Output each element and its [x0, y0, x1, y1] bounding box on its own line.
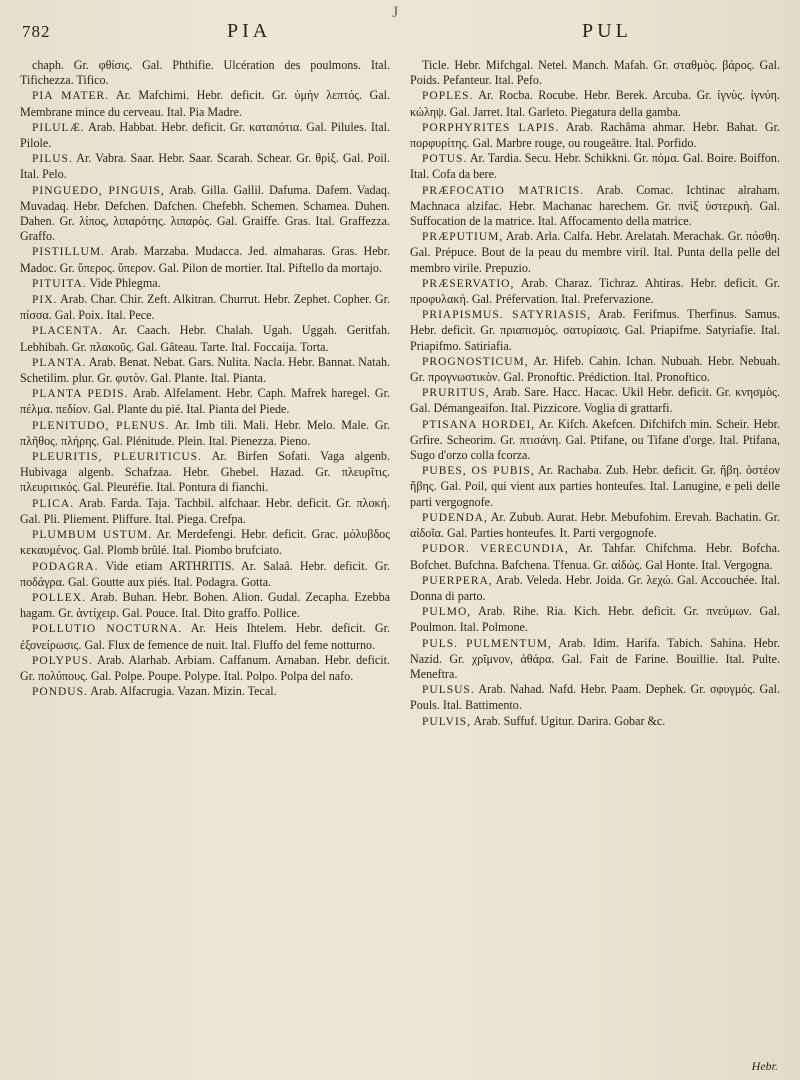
entry-text: Arab. Veleda. Hebr. Joida. Gr. λεχώ. Gal. Accouchée. Ital. Donna di parto. — [410, 572, 780, 603]
entry-text: Arab. Rihe. Ria. Kich. Hebr. deficit. Gr. πνεύμων. Gal. Poulmon. Ital. Polmone. — [410, 604, 780, 635]
entry-headword: PITUITA. — [32, 277, 87, 290]
dictionary-entry — [410, 183, 780, 230]
dictionary-entry — [20, 621, 390, 652]
dictionary-entry — [20, 88, 390, 119]
dictionary-entry — [20, 183, 390, 245]
entry-headword: PTISANA HORDEI, — [422, 418, 536, 431]
left-column — [20, 58, 390, 1068]
entry-headword: POLLUTIO NOCTURNA. — [32, 623, 183, 636]
entry-headword: PUDENDA, — [422, 511, 488, 524]
entry-headword: PRÆFOCATIO MATRICIS. — [422, 184, 585, 197]
entry-headword: POTUS. — [422, 153, 468, 166]
entry-headword: PINGUEDO, PINGUIS, — [32, 184, 165, 197]
entry-text: Ar. Rachaba. Zub. Hebr. deficit. Gr. ἥβη. ὀστέον ἥβης. Gal. Poil, qui vient aux parties honteufes. Ital. Lanugine, e peli delle parti vergognofe. — [410, 463, 780, 509]
dictionary-entry — [20, 590, 390, 621]
dictionary-entry — [20, 323, 390, 354]
dictionary-entry — [20, 418, 390, 449]
right-running-title: PUL — [582, 20, 632, 42]
entry-headword: PLANTA. — [32, 356, 87, 369]
dictionary-entry — [410, 541, 780, 572]
entry-headword: POLYPUS. — [32, 654, 93, 667]
dictionary-entry — [410, 682, 780, 713]
dictionary-entry — [20, 120, 390, 151]
dictionary-entry — [20, 496, 390, 527]
entry-text: Ar. Heis Ihtelem. Hebr. deficit. Gr. ἐξονείρωσις. Gal. Flux de femence de nuit. Ital. Fluffo del feme notturno. — [20, 621, 390, 652]
entry-text: Ar. Tardia. Secu. Hebr. Schikkni. Gr. πόμα. Gal. Boire. Boiffon. Ital. Cofa da bere. — [410, 151, 780, 182]
entry-text: Ar. Kifch. Akefcen. Difchifch min. Scheir. Hebr. Grfire. Scheorim. Gr. πτισάνη. Gal. Ptifane, ou Tifane d'orge. Ital. Ptifana, Sugo d'orzo colla fcorza. — [410, 416, 780, 463]
dictionary-entry — [410, 417, 780, 464]
dictionary-entry — [410, 354, 780, 385]
dictionary-entry — [410, 276, 780, 307]
entry-text: Ar. Rocba. Rocube. Hebr. Berek. Arcuba. Gr. ἰγνὺς. ἰγνύη. κώληψ. Gal. Jarret. Ital. Garleto. Piegatura della gamba. — [410, 88, 780, 119]
entry-text: Arab. Comac. Ichtinac alraham. Machnaca alzifac. Hebr. Machanac harechem. Gr. πνὶξ ὑστερικὴ. Gal. Suffocation de la matrice. Ital. Affocamento della matrice. — [410, 182, 780, 229]
dictionary-entry — [410, 636, 780, 683]
entry-headword: PORPHYRITES LAPIS. — [422, 121, 560, 134]
dictionary-entry — [410, 463, 780, 510]
dictionary-entry — [20, 58, 390, 88]
dictionary-entry — [410, 58, 780, 88]
entry-text: Arab. Alfacrugia. Vazan. Mizin. Tecal. — [90, 684, 277, 699]
entry-headword: PULSUS. — [422, 684, 475, 697]
entry-text: Ar. Merdefengi. Hebr. deficit. Grac. μόλυβδος κεκαυμένος. Gal. Plomb brûlé. Ital. Piombo brufciato. — [20, 527, 390, 558]
dictionary-entry — [20, 151, 390, 182]
entry-headword: PLENITUDO, PLENUS. — [32, 419, 170, 432]
entry-headword: PODAGRA. — [32, 560, 99, 573]
dictionary-entry — [20, 386, 390, 417]
entry-headword: PUERPERA, — [422, 574, 493, 587]
entry-text: Arab. Farda. Taja. Tachbil. alfchaar. Hebr. deficit. Gr. πλοκή. Gal. Pli. Pliement. Pliffure. Ital. Piega. Crefpa. — [20, 495, 390, 526]
entry-text: Ar. Birfen Sofati. Vaga algenb. Hubivaga algenb. Schafzaa. Hebr. Ghebel. Hazad. Gr. πλευρῖτις. πλευριτικός. Gal. Pleuréfie. Ital. Pontura di fianchi. — [20, 449, 390, 495]
entry-headword: PLANTA PEDIS. — [32, 388, 129, 401]
entry-text: chaph. Gr. φθίσις. Gal. Phthifie. Ulcération des poulmons. Ital. Tifichezza. Tifico. — [20, 58, 390, 88]
dictionary-entry — [410, 229, 780, 276]
entry-text: Vide Phlegma. — [89, 275, 161, 290]
entry-text: Arab. Idim. Harifa. Tabich. Sahina. Hebr. Nazid. Gr. χρῖμνον, ἀθάρα. Gal. Fait de Farine. Bouillie. Ital. Pulte. Meneftra. — [410, 635, 780, 681]
dictionary-entry — [410, 151, 780, 182]
right-column — [410, 58, 780, 1068]
entry-headword: PLUMBUM USTUM. — [32, 529, 153, 542]
dictionary-entry — [20, 244, 390, 275]
dictionary-entry — [20, 559, 390, 590]
page-number: 782 — [22, 22, 51, 41]
entry-text: Arab. Benat. Nebat. Gars. Nulita. Nacla. Hebr. Bannat. Natah. Schetilim. plur. Gr. φυτὸν. Gal. Plante. Ital. Pianta. — [20, 354, 390, 386]
entry-headword: PLEURITIS, PLEURITICUS. — [32, 451, 202, 464]
dictionary-entry — [20, 684, 390, 700]
entry-headword: PLICA. — [32, 497, 75, 510]
entry-text: Arab. Alfelament. Hebr. Caph. Mafrek haregel. Gr. πέλμα. πεδίον. Gal. Plante du pié. Ital. Pianta del Piede. — [20, 386, 390, 417]
left-running-title: PIA — [227, 20, 272, 42]
entry-text: Ar. Zubub. Aurat. Hebr. Mebufohim. Erevah. Bachatin. Gr. αἰδοῖα. Gal. Parties honteufes. It. Parti vergognofe. — [410, 509, 780, 541]
entry-text: Arab. Nahad. Nafd. Hebr. Paam. Dephek. Gr. σφυγμός. Gal. Pouls. Ital. Battimento. — [410, 682, 780, 713]
entry-headword: PUDOR. VERECUNDIA, — [422, 543, 569, 556]
dictionary-entry — [20, 276, 390, 292]
entry-headword: PUBES, OS PUBIS, — [422, 465, 535, 478]
entry-text: Arab. Alarhab. Arbiam. Caffanum. Arnaban. Hebr. deficit. Gr. πολύπους. Gal. Polpe. Poupe. Polype. Ital. Polpo. Polpa del nafo. — [20, 652, 390, 683]
top-mark: J — [392, 4, 399, 21]
dictionary-entry — [20, 292, 390, 323]
dictionary-entry — [410, 307, 780, 354]
dictionary-entry — [20, 653, 390, 684]
running-header — [22, 4, 778, 48]
entry-headword: POPLES. — [422, 90, 474, 103]
dictionary-entry — [20, 449, 390, 496]
dictionary-entry — [410, 88, 780, 119]
entry-text: Arab. Habbat. Hebr. deficit. Gr. καταπότια. Gal. Pilules. Ital. Pilole. — [20, 119, 390, 151]
entry-text: Arab. Sare. Hacc. Hacac. Ukil Hebr. deficit. Gr. κνησμὸς. Gal. Démangeaifon. Ital. Pizzicore. Voglia di grattarfi. — [410, 385, 780, 416]
entry-headword: PILULÆ. — [32, 121, 85, 134]
entry-text: Arab. Charaz. Tichraz. Ahtiras. Hebr. deficit. Gr. προφυλακή. Gal. Préfervation. Ital. Prefervazione. — [410, 275, 780, 307]
entry-headword: PRURITUS, — [422, 387, 490, 400]
entry-text: Arab. Rachâma ahmar. Hebr. Bahat. Gr. πορφυρίτης. Gal. Marbre rouge, ou rougeâtre. Ital. Porfido. — [410, 119, 780, 151]
dictionary-entry — [410, 510, 780, 541]
entry-headword: PIX. — [32, 294, 58, 307]
dictionary-entry — [410, 714, 780, 730]
dictionary-entry — [410, 604, 780, 635]
entry-text: Arab. Arla. Calfa. Hebr. Arelatah. Merachak. Gr. πόσθη. Gal. Prépuce. Bout de la peau du membre viril. Ital. Punta della pelle del membro virile. Prepuzio. — [410, 229, 780, 275]
dictionary-entry — [410, 385, 780, 416]
entry-text: Arab. Gilla. Gallil. Dafuma. Dafem. Vadaq. Muvadaq. Hebr. Defchen. Dafchen. Chefebh. Schemen. Schamea. Duhen. Dahen. Gr. λίπος, λιπαρότης. λιπαρὸς. Gal. Graiffe. Gras. Ital. Graffezza. Graffo. — [20, 182, 390, 244]
entry-text: Ar. Vabra. Saar. Hebr. Saar. Scarah. Schear. Gr. θρὶξ. Gal. Poil. Ital. Pelo. — [20, 151, 390, 182]
entry-text: Ticle. Hebr. Mifchgal. Netel. Manch. Mafah. Gr. σταθμὸς. βάρος. Gal. Poids. Pefanteur. Ital. Pefo. — [410, 58, 780, 88]
entry-headword: PLACENTA. — [32, 325, 104, 338]
entry-headword: PRÆSERVATIO, — [422, 277, 515, 290]
entry-text: Arab. Ferifmus. Therfinus. Samus. Hebr. deficit. Gr. πριαπισμὸς. σατυρίασις. Gal. Priapifme. Satyriafie. Ital. Priapifmo. Satiriafia. — [410, 307, 780, 353]
entry-headword: PULMO, — [422, 606, 472, 619]
dictionary-entry — [20, 355, 390, 386]
entry-text: Ar. Hifeb. Cahin. Ichan. Nubuah. Hebr. Nebuah. Gr. προγνωστικὸν. Gal. Pronoftic. Prédiction. Ital. Pronoftico. — [410, 353, 780, 385]
entry-text: Ar. Mafchimi. Hebr. deficit. Gr. ὑμὴν λεπτός. Gal. Membrane mince du cerveau. Ital. Pia Madre. — [20, 88, 390, 119]
entry-headword: POLLEX. — [32, 591, 86, 604]
entry-headword: PULS. PULMENTUM, — [422, 637, 552, 650]
entry-text: Ar. Imb tili. Mali. Hebr. Melo. Male. Gr. πλῆθος. πλήρης. Gal. Plénitude. Plein. Ital. Pienezza. Pieno. — [20, 417, 390, 448]
entry-headword: PIA MATER. — [32, 90, 110, 103]
dictionary-entry — [410, 120, 780, 151]
entry-headword: PISTILLUM. — [32, 246, 105, 259]
entry-headword: PRÆPUTIUM, — [422, 231, 504, 244]
entry-text: Arab. Buhan. Hebr. Bohen. Alion. Gudal. Zecapha. Ezebba hagam. Gr. ἀντίχειρ. Gal. Pouce. Ital. Dito graffo. Pollice. — [20, 589, 390, 621]
entry-text: Arab. Marzaba. Mudacca. Jed. almaharas. Gras. Hebr. Madoc. Gr. ὕπερος. ὕπερον. Gal. Pilon de mortier. Ital. Piftello da mortajo. — [20, 244, 390, 275]
entry-headword: PULVIS, — [422, 715, 472, 728]
entry-headword: PONDUS. — [32, 686, 88, 699]
entry-text: Ar. Tahfar. Chifchma. Hebr. Bofcha. Bofchet. Bufchna. Bafchena. Tfenua. Gr. αἰδώς. Gal Honte. Ital. Vergogna. — [410, 541, 780, 572]
dictionary-entry — [20, 527, 390, 558]
entry-headword: PRIAPISMUS. SATYRIASIS, — [422, 309, 592, 322]
dictionary-entry — [410, 573, 780, 604]
entry-text: Ar. Caach. Hebr. Chalah. Ugah. Uggah. Geritfah. Lebhibah. Gr. πλακοῦς. Gal. Gâteau. Tarte. Ital. Foccaija. Torta. — [20, 323, 390, 354]
entry-headword: PROGNOSTICUM, — [422, 355, 529, 368]
catchword: Hebr. — [751, 1059, 778, 1073]
entry-headword: PILUS. — [32, 153, 73, 166]
entry-text: Arab. Suffuf. Ugitur. Darira. Gobar &c. — [473, 713, 666, 728]
entry-text: Arab. Char. Chir. Zeft. Alkitran. Churrut. Hebr. Zephet. Copher. Gr. πίσσα. Gal. Poix. Ital. Pece. — [20, 292, 390, 323]
entry-text: Vide etiam ARTHRITIS. Ar. Salaâ. Hebr. deficit. Gr. ποδάγρα. Gal. Goutte aux piés. Ital. Podagra. Gotta. — [20, 558, 390, 589]
